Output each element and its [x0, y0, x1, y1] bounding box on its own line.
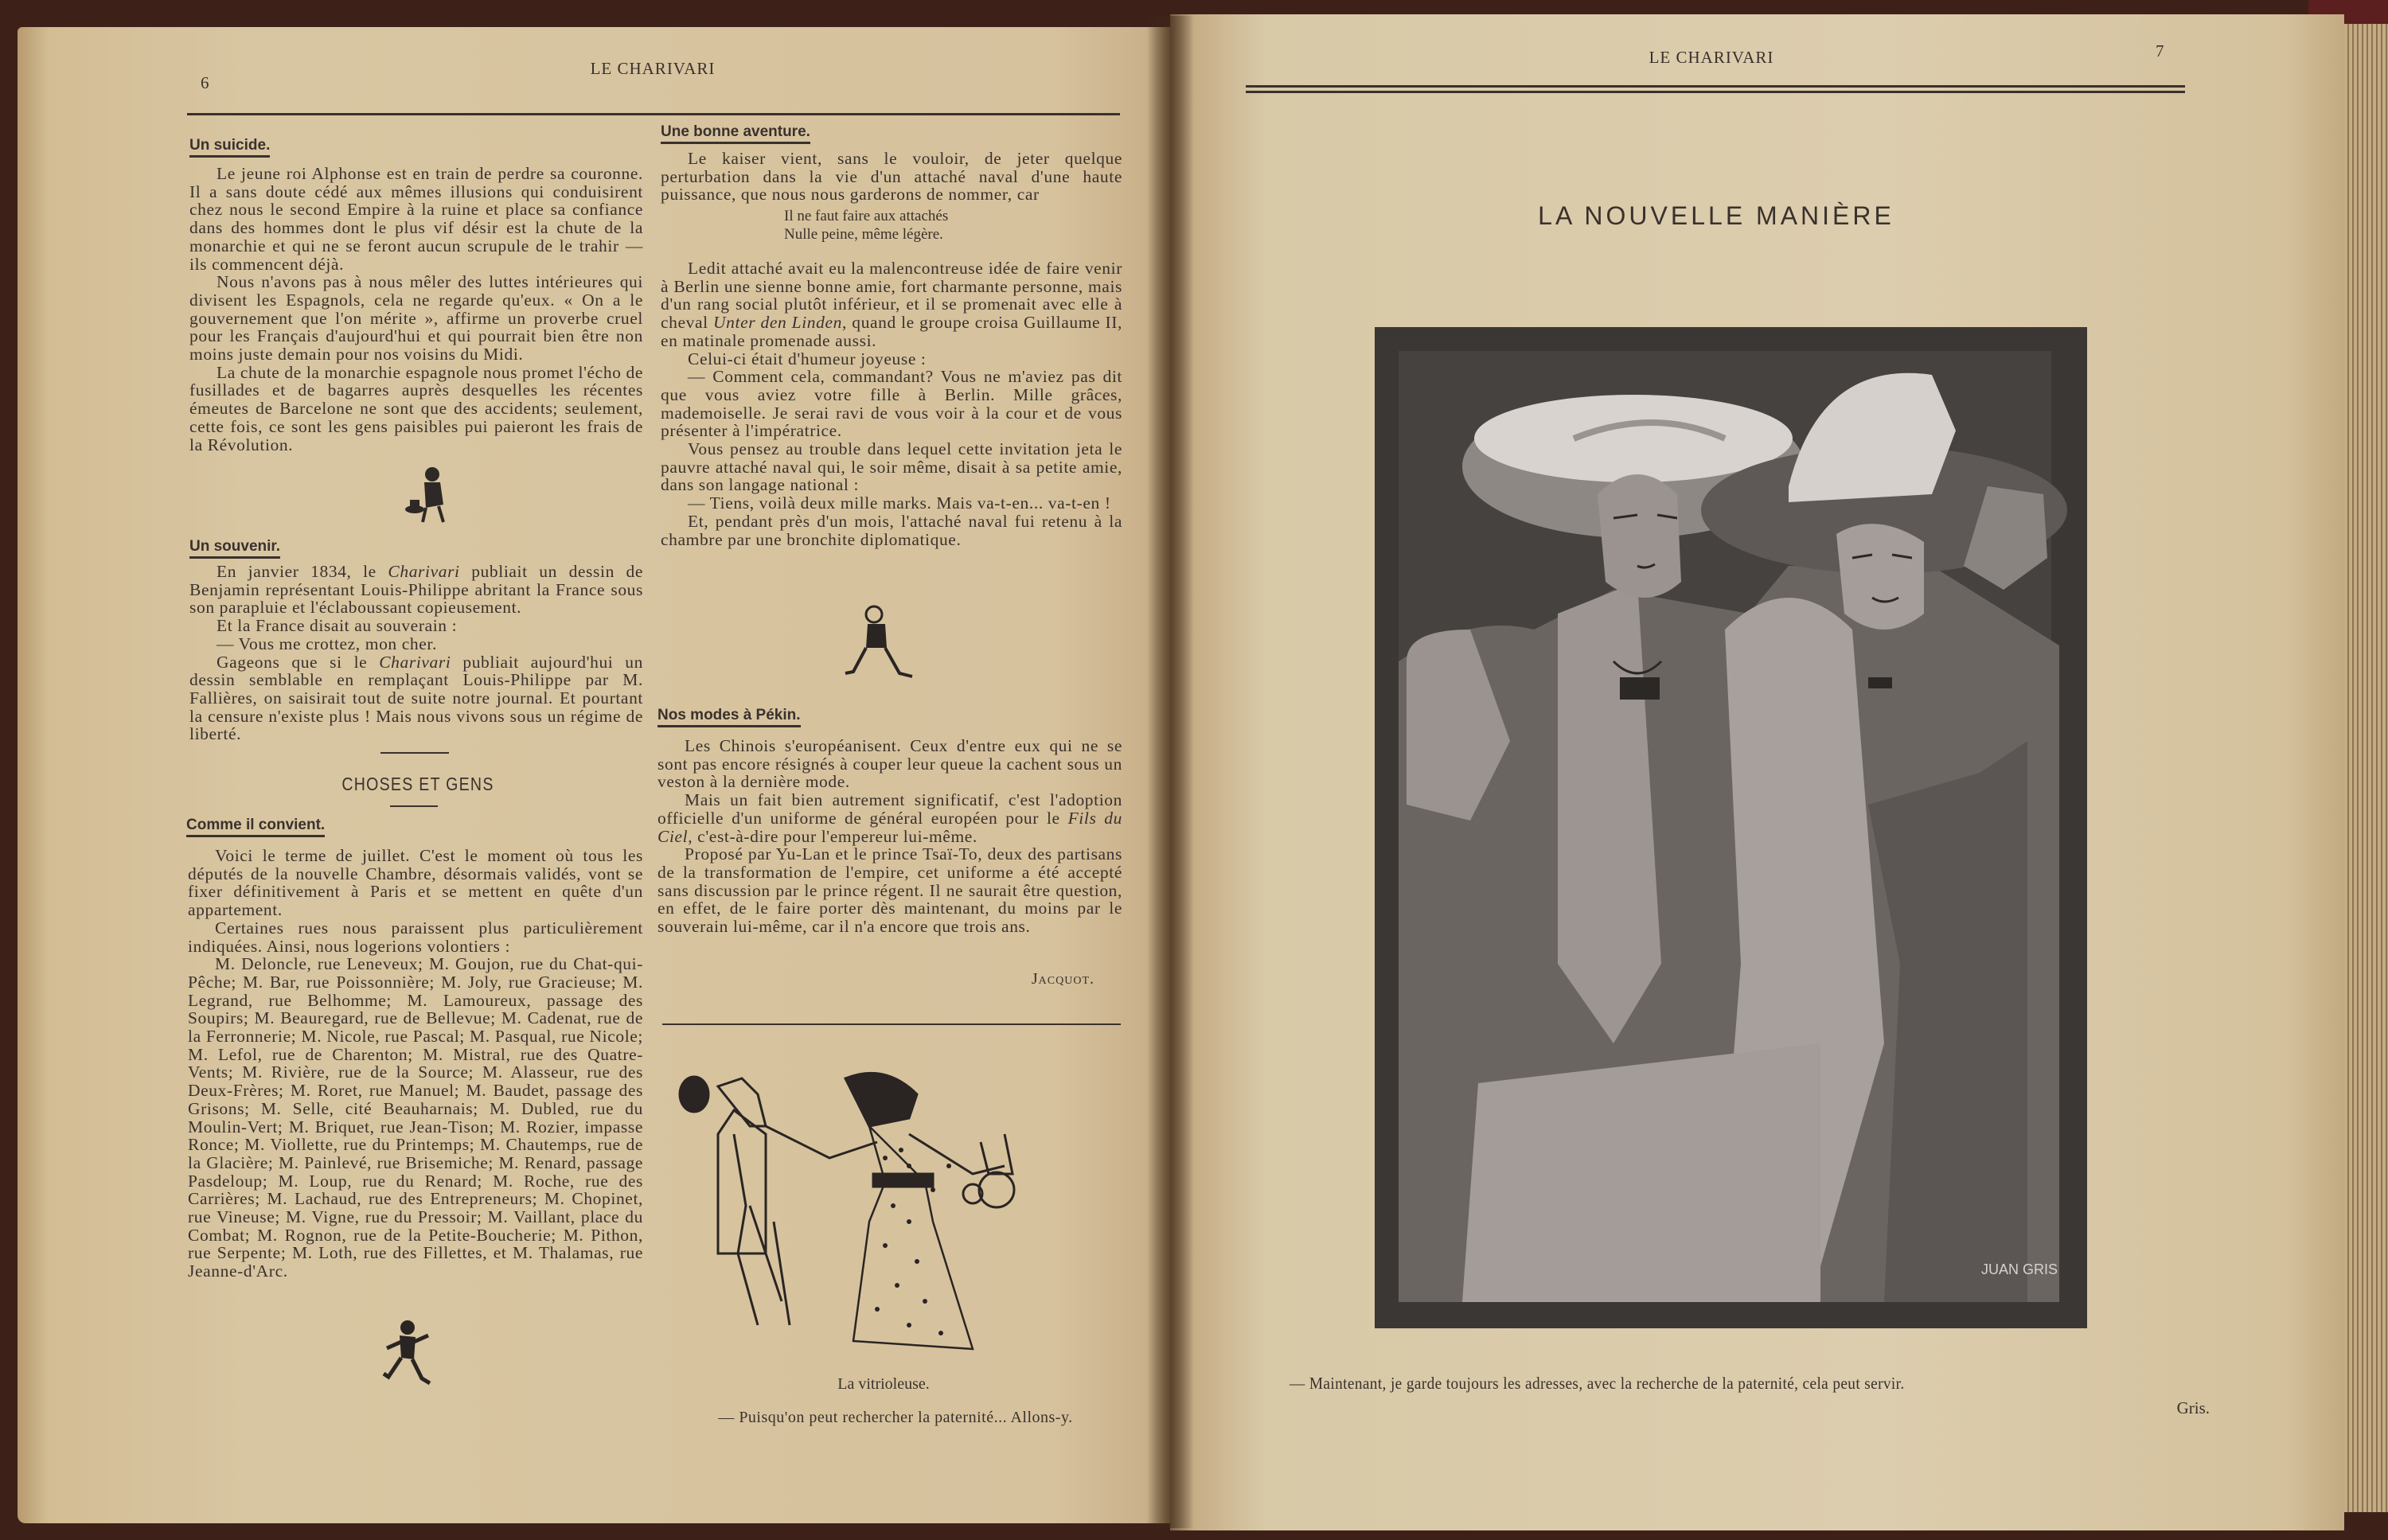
small-figure-illustration: [402, 463, 455, 527]
article-aventure-body: [661, 259, 1122, 548]
text: , quand le groupe croisa Guillaume II, en matinale promenade aussi.: [661, 313, 1122, 350]
divider: [380, 752, 449, 754]
running-head: LE CHARIVARI: [1649, 48, 1774, 67]
paragraph: Les Chinois s'européanisent. Ceux d'entre eux qui ne se sont pas encore résignés à couper leur queue la cachent sous un veston à la dernière mode.: [657, 736, 1122, 792]
verse-line: Il ne faut faire aux attachés: [784, 208, 949, 224]
text: En janvier 1834, le: [217, 562, 388, 581]
divider: [390, 805, 438, 807]
running-figure-illustration: [380, 1318, 436, 1391]
italic-text: Fils du Ciel: [657, 808, 1123, 846]
paragraph: Et, pendant près d'un mois, l'attaché naval fui retenu à la chambre par une bronchite diplomatique.: [661, 511, 1122, 549]
paragraph: — Tiens, voilà deux mille marks. Mais va-t-en... va-t-en !: [688, 493, 1111, 513]
paragraph: Certaines rues nous paraissent plus particulièrement indiquées. Ainsi, nous logerions volontiers :: [188, 918, 643, 956]
fashion-illustration: [1375, 327, 2087, 1328]
text: , c'est-à-dire pour l'empereur lui-même.: [688, 826, 977, 846]
walking-figure-illustration: [842, 603, 919, 686]
text: Ledit attaché avait eu la malencontreuse idée de faire venir à Berlin une sienne bonne amie, fort charmante personne, mais d'un rang social plutôt inférieur, et il se promenait avec elle à cheval: [661, 259, 1122, 333]
verse-quote: [784, 207, 948, 244]
article-title-convient: [186, 817, 325, 837]
paragraph: Proposé par Yu-Lan et le prince Tsaï-To, deux des partisans de la transformation de l'empire, cet uniforme a été accepté sans discussion par le prince régent. Il ne saurait être question, en effet, de le faire porter dès maintenant, du moins par le souverain lui-même, car il n'a encore que trois ans.: [657, 844, 1122, 937]
page-number: 7: [2156, 41, 2165, 60]
header-rule: [187, 113, 1120, 115]
heading: Un suicide.: [189, 137, 270, 158]
article-title-souvenir: [189, 538, 280, 559]
section-heading: CHOSES ET GENS: [341, 774, 494, 794]
heading: Une bonne aventure.: [661, 123, 810, 144]
article-title-aventure: [661, 123, 810, 144]
article-title-pekin: [657, 707, 801, 727]
gutter-shadow: [1146, 16, 1194, 1528]
article-convient: [188, 847, 643, 1281]
paragraph: Le kaiser vient, sans le vouloir, de jeter quelque perturbation dans la vie d'un attaché naval d'une haute puissance, que nous nous garderons de nommer, car: [661, 149, 1122, 205]
paragraph: [661, 259, 1122, 350]
paragraph: M. Deloncle, rue Leneveux; M. Goujon, rue du Chat-qui-Pêche; M. Bar, rue Poissonnière; M. Joly, rue Gracieuse; M. Legrand, rue Belhomme; M. Lamoureux, passage des Soupirs; M. Beauregard, rue de Bellevue; M. Cadenat, rue de la Ferronnerie; M. Nicole, rue Pascal; M. Pasqual, rue Nicole; M. Lefol, rue de Charenton; M. Mistral, rue des Quatre-Vents; M. Rivière, rue de la Source; M. Alasseur, rue des Deux-Frères; M. Roret, rue Manuel; M. Baudet, passage des Grisons; M. Selle, cité Beauharnais; M. Dubled, rue du Moulin-Vert; M. Briquet, rue Jean-Tison; M. Rozier, impasse Ronce; M. Viollette, rue du Printemps; M. Chautemps, rue de la Glacière; M. Painlevé, rue Brisemiche; M. Renard, passage Pasdeloup; M. Loup, rue du Renard; M. Roche, rue des Carrières; M. Lachaud, rue des Entrepreneurs; M. Chopinet, rue Vineuse; M. Vigne, rue du Pressoir; M. Vaillant, place du Combat; M. Rognon, rue de la Petite-Boucherie; M. Pithon, rue Serpente; M. Loth, rue des Fillettes, et M. Thalamas, rue Jeanne-d'Arc.: [188, 954, 643, 1281]
article-pekin: [657, 737, 1122, 936]
divider: [662, 1023, 1121, 1025]
cartoon-caption: — Puisqu'on peut rechercher la paternité... Allons-y.: [718, 1409, 1073, 1426]
paragraph: Vous pensez au trouble dans lequel cette invitation jeta le pauvre attaché naval qui, le soir même, disait à sa petite amie, dans son langage national :: [661, 439, 1122, 495]
paragraph: — Comment cela, commandant? Vous ne m'aviez pas dit que vous aviez votre fille à Berlin. Mille grâces, mademoiselle. Je serai ravi de vous voir à la cour et de vous présenter à l'impératrice.: [661, 367, 1122, 441]
heading: Nos modes à Pékin.: [657, 707, 801, 727]
italic-text: Charivari: [379, 652, 451, 672]
paragraph: La chute de la monarchie espagnole nous promet l'écho de fusillades et de bagarres auprès desquelles les récentes émeutes de Barcelone ne sont que des accidents; seulement, cette fois, ce sont les gens paisibles pui paieront les frais de la Révolution.: [189, 362, 643, 454]
italic-text: Charivari: [388, 562, 460, 581]
text: Mais un fait bien autrement significatif, c'est l'adoption officielle d'un uniforme de général européen pour le: [657, 790, 1122, 828]
illustration-author: Gris.: [2176, 1398, 2210, 1417]
cartoon-title: La vitrioleuse.: [837, 1375, 930, 1393]
paragraph: [657, 791, 1122, 845]
paragraph: Voici le terme de juillet. C'est le moment où tous les députés de la nouvelle Chambre, désormais validés, vont se fixer définitivement à Paris et se mettent en quête d'un appartement.: [188, 846, 643, 920]
author-signature: Jacquot.: [1031, 970, 1094, 988]
page-edges: [2344, 24, 2388, 1512]
paragraph: Celui-ci était d'humeur joyeuse :: [688, 349, 927, 368]
vitrioleuse-cartoon: [670, 1062, 1100, 1365]
paragraph: [189, 653, 643, 744]
page-number: 6: [201, 73, 210, 92]
paragraph: Le jeune roi Alphonse est en train de perdre sa couronne. Il a sans doute cédé aux mêmes illusions qui conduisirent chez nous le second Empire à la ruine et place sa confiance dans des hommes dont le plus vif désir est la chute de la monarchie et qui ne se feront aucun scrupule de le trahir — ils commencent déjà.: [189, 164, 643, 274]
running-head: LE CHARIVARI: [590, 59, 716, 78]
illustration-caption: — Maintenant, je garde toujours les adresses, avec la recherche de la paternité, cela peut servir.: [1290, 1374, 1905, 1393]
text: Gageons que si le: [217, 652, 380, 672]
paragraph: — Vous me crottez, mon cher.: [217, 634, 437, 653]
article-aventure-intro: [661, 150, 1122, 204]
article-suicide: [189, 165, 643, 454]
italic-text: Unter den Linden: [713, 313, 842, 333]
article-title-suicide: [189, 137, 270, 158]
text: publiait aujourd'hui un dessin semblable en remplaçant Louis-Philippe par M. Fallières, on saisirait tout de suite notre journal. Et pourtant la censure n'existe plus ! Mais nous vivons sous un régime de liberté.: [189, 652, 644, 744]
paragraph: Nous n'avons pas à nous mêler des luttes intérieures qui divisent les Espagnols, cela ne regarde qu'eux. « On a le gouvernement que l'on mérite », affirme un proverbe cruel pour les Français d'aujourd'hui et qui pourrait bien être non moins juste demain pour nos voisins du Midi.: [189, 272, 643, 365]
article-souvenir: [189, 563, 643, 743]
heading: Comme il convient.: [186, 817, 325, 837]
header-rule: [1246, 91, 2185, 93]
illustration-signature: JUAN GRIS: [1980, 1261, 2058, 1277]
page-title: LA NOUVELLE MANIÈRE: [1538, 201, 1894, 230]
header-rule: [1246, 85, 2185, 88]
verse-line: Nulle peine, même légère.: [784, 226, 943, 243]
paragraph: Et la France disait au souverain :: [217, 616, 458, 636]
heading: Un souvenir.: [189, 538, 280, 559]
paragraph: [189, 563, 643, 617]
text: publiait un dessin de Benjamin représentant Louis-Philippe abritant la France sous son parapluie et l'éclaboussant copieusement.: [189, 562, 643, 618]
